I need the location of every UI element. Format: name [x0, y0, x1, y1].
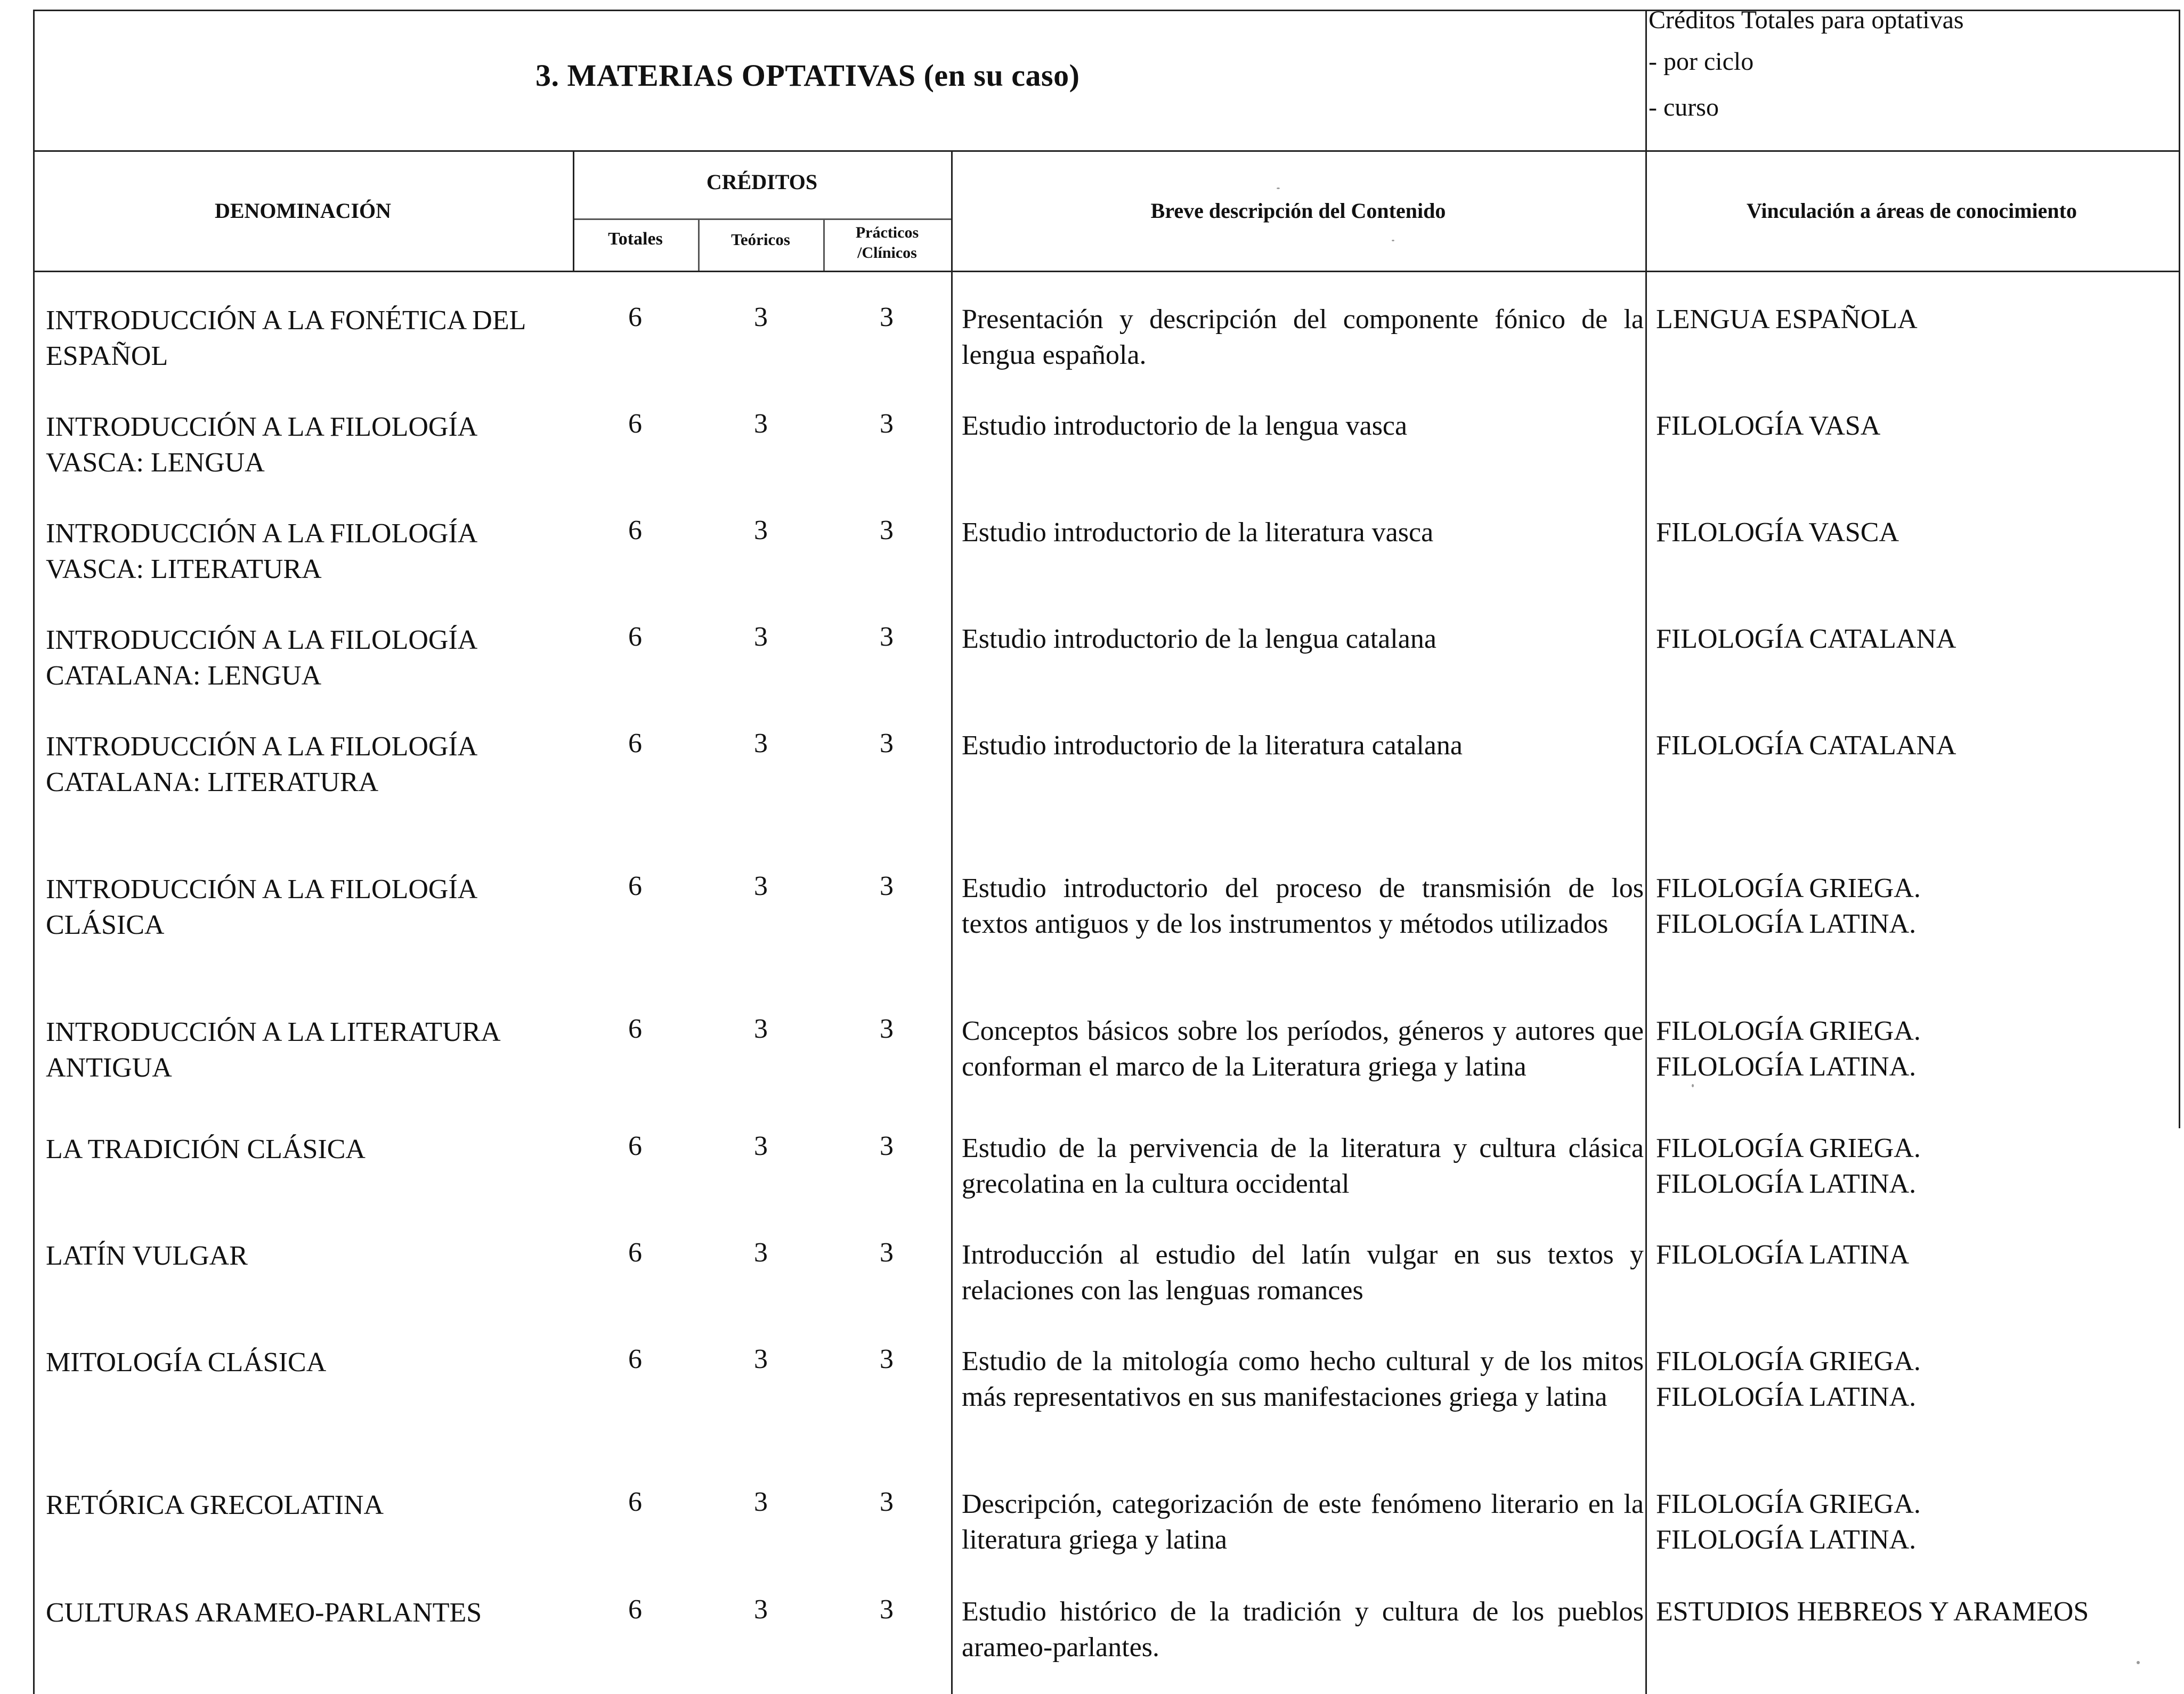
row-practicos: 3: [880, 409, 894, 439]
row-practicos: 3: [880, 871, 894, 901]
row-areas: FILOLOGÍA VASA: [1656, 411, 1881, 441]
header-teoricos: Teóricos: [731, 230, 790, 249]
row-totales: 6: [628, 1131, 642, 1161]
row-areas: LENGUA ESPAÑOLA: [1656, 304, 1918, 335]
page-title: 3. MATERIAS OPTATIVAS (en su caso): [535, 58, 1080, 93]
row-areas: FILOLOGÍA CATALANA: [1656, 624, 1956, 654]
row-practicos: 3: [880, 302, 894, 332]
row-teoricos: 3: [754, 1487, 768, 1517]
row-descripcion: Presentación y descripción del componente fónico de la lengua española.: [962, 304, 1644, 370]
row-areas: FILOLOGÍA GRIEGA. FILOLOGÍA LATINA.: [1656, 1489, 1921, 1555]
row-areas: FILOLOGÍA CATALANA: [1656, 730, 1956, 761]
row-areas: FILOLOGÍA VASCA: [1656, 517, 1899, 548]
row-areas: FILOLOGÍA GRIEGA. FILOLOGÍA LATINA.: [1656, 1346, 1921, 1412]
row-totales: 6: [628, 728, 642, 759]
header-descripcion: Breve descripción del Contenido: [1150, 199, 1446, 223]
row-totales: 6: [628, 622, 642, 652]
row-descripcion: Estudio introductorio de la lengua catalana: [962, 624, 1436, 654]
table-right-border: [2179, 10, 2180, 1128]
row-teoricos: 3: [754, 409, 768, 439]
row-areas: FILOLOGÍA GRIEGA. FILOLOGÍA LATINA.: [1656, 1016, 1921, 1082]
row-denominacion: LATÍN VULGAR: [46, 1241, 248, 1271]
row-denominacion: CULTURAS ARAMEO-PARLANTES: [46, 1598, 482, 1628]
header-bottom-border: [33, 271, 2180, 272]
row-denominacion: INTRODUCCIÓN A LA FILOLOGÍA CATALANA: LITERATURA: [46, 731, 476, 797]
row-practicos: 3: [880, 1487, 894, 1517]
credits-note-line1: Créditos Totales para optativas: [1649, 6, 1964, 34]
header-practicos: Prácticos: [855, 224, 919, 241]
row-practicos: 3: [880, 1014, 894, 1044]
scan-speck: [1392, 240, 1394, 241]
row-denominacion: LA TRADICIÓN CLÁSICA: [46, 1134, 366, 1164]
row-totales: 6: [628, 1237, 642, 1268]
row-denominacion: INTRODUCCIÓN A LA FILOLOGÍA VASCA: LITERATURA: [46, 518, 476, 584]
row-areas: FILOLOGÍA GRIEGA. FILOLOGÍA LATINA.: [1656, 873, 1921, 939]
row-totales: 6: [628, 1014, 642, 1044]
row-teoricos: 3: [754, 302, 768, 332]
row-practicos: 3: [880, 1131, 894, 1161]
header-creditos: CRÉDITOS: [706, 170, 818, 194]
row-totales: 6: [628, 1487, 642, 1517]
row-totales: 6: [628, 515, 642, 545]
row-practicos: 3: [880, 1344, 894, 1374]
scan-speck: [1277, 188, 1280, 189]
row-teoricos: 3: [754, 1131, 768, 1161]
row-descripcion: Estudio introductorio de la literatura catalana: [962, 730, 1463, 761]
row-practicos: 3: [880, 622, 894, 652]
row-descripcion: Estudio introductorio de la lengua vasca: [962, 411, 1408, 441]
row-totales: 6: [628, 1344, 642, 1374]
row-totales: 6: [628, 302, 642, 332]
row-areas: FILOLOGÍA LATINA: [1656, 1240, 1910, 1270]
row-descripcion: Introducción al estudio del latín vulgar en sus textos y relaciones con las lenguas romances: [962, 1240, 1644, 1306]
row-totales: 6: [628, 1594, 642, 1625]
row-teoricos: 3: [754, 1237, 768, 1268]
header-denominacion: DENOMINACIÓN: [214, 199, 392, 223]
row-practicos: 3: [880, 515, 894, 545]
row-descripcion: Conceptos básicos sobre los períodos, géneros y autores que conforman el marco de la Literatura griega y latina: [962, 1016, 1644, 1082]
row-descripcion: Estudio introductorio del proceso de transmisión de los textos antiguos y de los instrumentos y métodos utilizados: [962, 873, 1644, 939]
row-teoricos: 3: [754, 1594, 768, 1625]
row-denominacion: INTRODUCCIÓN A LA FILOLOGÍA CATALANA: LENGUA: [46, 625, 476, 691]
title-right-divider: [1645, 10, 1647, 150]
row-descripcion: Estudio de la mitología como hecho cultural y de los mitos más representativos en sus manifestaciones griega y latina: [962, 1346, 1644, 1412]
credits-note-line2: - por ciclo: [1649, 47, 1754, 76]
header-totales: Totales: [608, 229, 663, 249]
row-teoricos: 3: [754, 1344, 768, 1374]
row-descripcion: Estudio de la pervivencia de la literatura y cultura clásica grecolatina en la cultura occidental: [962, 1133, 1644, 1199]
title-bottom-border: [33, 150, 2180, 152]
row-descripcion: Estudio introductorio de la literatura vasca: [962, 517, 1434, 548]
row-practicos: 3: [880, 728, 894, 759]
creditos-subheader-line: [573, 218, 951, 220]
row-teoricos: 3: [754, 1014, 768, 1044]
row-denominacion: INTRODUCCIÓN A LA FILOLOGÍA CLÁSICA: [46, 874, 476, 940]
row-teoricos: 3: [754, 728, 768, 759]
row-denominacion: INTRODUCCIÓN A LA FONÉTICA DEL ESPAÑOL: [46, 305, 525, 371]
header-vinculacion: Vinculación a áreas de conocimiento: [1747, 199, 2077, 223]
row-denominacion: INTRODUCCIÓN A LA LITERATURA ANTIGUA: [46, 1017, 499, 1083]
table-left-border: [33, 10, 35, 1694]
row-practicos: 3: [880, 1594, 894, 1625]
col-divider-description: [1645, 150, 1647, 1694]
row-denominacion: INTRODUCCIÓN A LA FILOLOGÍA VASCA: LENGUA: [46, 412, 476, 478]
credits-note-line3: - curso: [1649, 93, 1719, 121]
row-areas: FILOLOGÍA GRIEGA. FILOLOGÍA LATINA.: [1656, 1133, 1921, 1199]
row-teoricos: 3: [754, 515, 768, 545]
row-denominacion: RETÓRICA GRECOLATINA: [46, 1490, 384, 1520]
scan-speck: [2137, 1661, 2140, 1664]
row-totales: 6: [628, 409, 642, 439]
header-clinicos: /Clínicos: [857, 244, 917, 262]
row-denominacion: MITOLOGÍA CLÁSICA: [46, 1347, 327, 1378]
row-teoricos: 3: [754, 871, 768, 901]
row-areas: ESTUDIOS HEBREOS Y ARAMEOS: [1656, 1597, 2089, 1627]
col-divider-name: [573, 150, 574, 271]
row-descripcion: Descripción, categorización de este fenómeno literario en la literatura griega y latina: [962, 1489, 1644, 1555]
col-divider-credits: [951, 150, 953, 1694]
row-teoricos: 3: [754, 622, 768, 652]
row-totales: 6: [628, 871, 642, 901]
scan-speck: [1692, 1084, 1694, 1087]
row-descripcion: Estudio histórico de la tradición y cultura de los pueblos arameo-parlantes.: [962, 1597, 1644, 1663]
row-practicos: 3: [880, 1237, 894, 1268]
